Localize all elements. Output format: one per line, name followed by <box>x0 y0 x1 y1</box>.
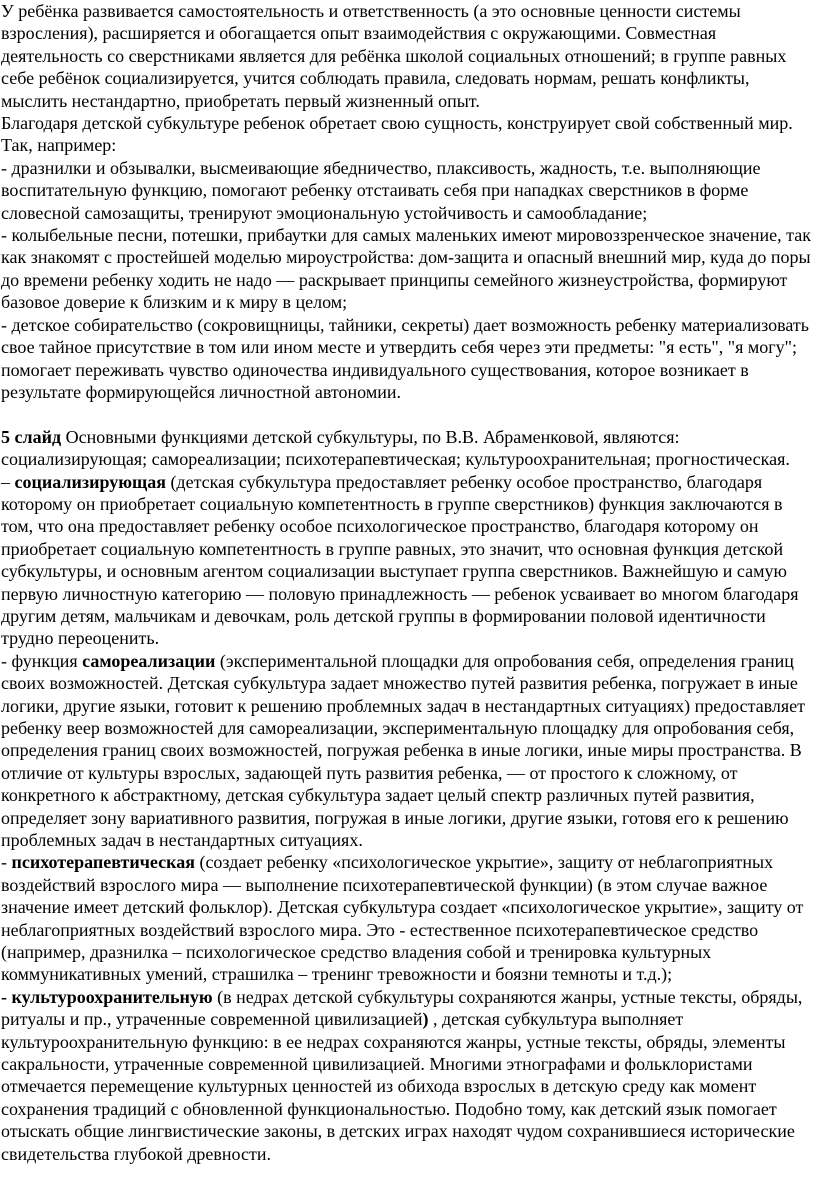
slide-5-intro-text: Основными функциями детской субкультуры, по В.В. Абраменковой, являются: социализирующая; самореализации; психотерапевтическая; культуроохранительная; прогностическая. <box>1 426 790 470</box>
function-psychotherapeutic-prefix: - <box>1 852 12 873</box>
function-psychotherapeutic-term: психотерапевтическая <box>11 852 195 873</box>
function-selfrealization <box>1 650 812 852</box>
slide-5-paragraph <box>1 426 812 471</box>
function-selfrealization-prefix: - функция <box>1 650 83 671</box>
function-cultureprotective-text: , детская субкультура выполняет культуроохранительную функцию: в ее недрах сохраняются жанры, устные тексты, обряды, элементы сакральности, утраченные современной цивилизацией. Многими этнографами и фольклористами отмечается перемещение культурных ценностей из обихода взрослых в детскую среду как момент сохранения традиций с обновленной функциональностью. Подобно тому, как детский язык помогает отыскать общие лингвистические законы, в детских играх находят чудом сохранившиеся исторические свидетельства глубокой древности. <box>1 1009 795 1164</box>
list-item-teasers: - дразнилки и обзывалки, высмеивающие ябедничество, плаксивость, жадность, т.е. выполняющие воспитательную функцию, помогают ребенку отстаивать себя при нападках сверстников в форме словесной самозащиты, тренируют эмоциональную устойчивость и самообладание; <box>1 157 761 223</box>
list-item-collecting: - детское собирательство (сокровищницы, тайники, секреты) дает возможность ребенку материализовать свое тайное присутствие в том или ином месте и утвердить себя через эти предметы: "я есть", "я могу"; помогает переживать чувство одиночества индивидуального существования, которое возникает в результате формирующейся личностной автономии. <box>1 314 809 402</box>
slide-5-label: 5 слайд <box>1 426 62 447</box>
function-selfrealization-text: (экспериментальной площадки для опробования себя, определения границ своих возможностей. Детская субкультура задает множество путей развития ребенка, погружает в иные логики, другие языки, готовит к решению проблемных задач в нестандартных ситуациях) предоставляет ребенку веер возможностей для самореализации, экспериментальную площадку для опробования себя, определения границ своих возможностей, погружая ребенка в иные логики, иные миры пространства. В отличие от культуры взрослых, задающей путь развития ребенка, — от простого к сложному, от конкретного к абстрактному, детская субкультура задает целый спектр различных путей развития, определяет зону вариативного развития, погружая в иные логики, другие языки, готовя его к решению проблемных задач в нестандартных ситуациях. <box>1 650 806 851</box>
function-cultureprotective-term: - культуроохранительную <box>1 986 213 1007</box>
list-item-lullabies: - колыбельные песни, потешки, прибаутки для самых маленьких имеют мировоззренческое значение, так как знакомят с простейшей моделью мироустройства: дом-защита и опасный внешний мир, куда до поры до времени ребенку ходить не надо — раскрывает принципы семейного жизнеустройства, формируют базовое доверие к близким и к миру в целом; <box>1 225 811 313</box>
function-cultureprotective-inner: (в недрах детской субкультуры сохраняются жанры, устные тексты, обряды, ритуалы и пр., утраченные современной цивилизацией <box>1 986 803 1030</box>
function-selfrealization-term: самореализации <box>82 650 216 671</box>
function-socializing <box>1 471 812 650</box>
function-socializing-prefix: – <box>1 471 15 492</box>
function-socializing-term: социализирующая <box>14 471 166 492</box>
intro-paragraph-development: У ребёнка развивается самостоятельность и ответственность (а это основные ценности системы взросления), расширяется и обогащается опыт взаимодействия с окружающими. Совместная деятельность со сверстниками является для ребёнка школой социальных отношений; в группе равных себе ребёнок социализируется, учится соблюдать правила, следовать нормам, решать конфликты, мыслить нестандартно, приобретать первый жизненный опыт. <box>1 1 787 111</box>
function-psychotherapeutic <box>1 851 812 985</box>
function-psychotherapeutic-text: (создает ребенку «психологическое укрытие», защиту от неблагоприятных воздействий взрослого мира — выполнение психотерапевтической функции) (в этом случае важное значение имеет детский фольклор). Детская субкультура создает «психологическое укрытие», защиту от неблагоприятных воздействий взрослого мира. Это - естественное психотерапевтическое средство (например, дразнилка – психологическое средство владения собой и тренировка культурных коммуникативных умений, страшилка – тренинг тревожности и боязни темноты и т.д.); <box>1 852 804 985</box>
paragraph-gap <box>1 403 812 425</box>
intro-paragraph-subculture: Благодаря детской субкультуре ребенок обретает свою сущность, конструирует свой собственный мир. Так, например: <box>1 113 793 156</box>
function-cultureprotective <box>1 986 812 1165</box>
function-socializing-text: (детская субкультура предоставляет ребенку особое пространство, благодаря которому он приобретает социальную компетентность в группе сверстников) функция заключаются в том, что она предоставляет ребенку особое психологическое пространство, благодаря которому он приобретает социальную компетентность в группе равных, это значит, что основная функция детской субкультуры, и основным агентом социализации выступает группа сверстников. Важнейшую и самую первую личностную категорию — половую принадлежность — ребенок усваивает во многом благодаря другим детям, мальчикам и девочкам, роль детской группы в формировании половой идентичности трудно переоценить. <box>1 471 799 649</box>
function-cultureprotective-paren: ) <box>422 1009 429 1030</box>
